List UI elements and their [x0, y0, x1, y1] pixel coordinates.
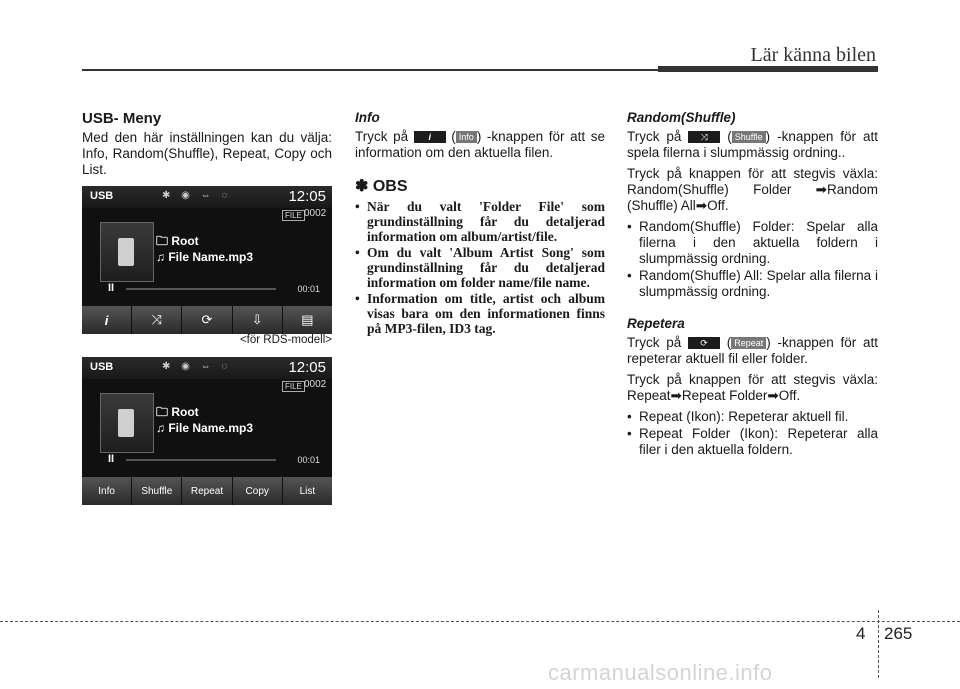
copy-button[interactable]: Copy — [233, 477, 283, 505]
page-header-title: Lär känna bilen — [750, 44, 876, 66]
watermark: carmanualsonline.info — [548, 660, 773, 685]
usb-menu-paragraph: Med den här inställningen kan du välja: Info, Random(Shuffle), Repeat, Copy och List. — [82, 130, 332, 177]
info-icon-button[interactable]: i — [82, 306, 132, 334]
repeat-list — [627, 409, 878, 458]
play-time: 00:01 — [297, 284, 320, 294]
screen-caption: <för RDS-modell> — [239, 334, 332, 346]
shuffle-item-text: Random(Shuffle) Folder: Spelar alla filerna i den aktuella foldern i slumpmässig ordning. — [639, 219, 878, 266]
track-number: 0002 — [304, 208, 327, 219]
shuffle-heading: Random(Shuffle) — [627, 110, 736, 125]
repeat-icon-button[interactable]: ⟳ — [182, 306, 232, 334]
shuffle-step-paragraph: Tryck på knappen för att stegvis växla: Random(Shuffle) Folder ➡Random (Shuffle) All➡Off. — [627, 166, 878, 213]
file-badge: FILE — [282, 381, 305, 392]
repeat-icon: ⟳ — [688, 337, 720, 349]
copy-icon-button[interactable]: ⇩ — [233, 306, 283, 334]
usb-device-icon — [118, 409, 134, 437]
chapter-number: 4 — [856, 624, 866, 643]
info-chip: Info — [456, 131, 477, 143]
file-row: ♫ File Name.mp3 — [156, 250, 254, 264]
shuffle-list — [627, 219, 878, 300]
repeat-chip: Repeat — [731, 337, 766, 349]
obs-item-text: Information om title, artist och album visas bara om den informationen finns på MP3-filen, ID3 tag. — [367, 291, 605, 336]
screen-clock: 12:05 — [288, 188, 326, 205]
list-item: • Random(Shuffle) All: Spelar alla filerna i slumpmässig ordning. — [627, 268, 878, 299]
usb-screen-rds — [82, 186, 332, 334]
shuffle-text-post: ) -knappen för att spela filerna i slumpmässig ordning.. — [627, 129, 878, 160]
progress-bar — [126, 288, 276, 290]
usb-device-icon — [118, 238, 134, 266]
repeat-text-pre: Tryck på — [627, 335, 682, 350]
shuffle-item-text: Random(Shuffle) All: Spelar alla filerna i slumpmässig ordning. — [639, 268, 878, 299]
repeat-text-post: ) -knappen för att repeterar aktuell fil eller folder. — [627, 335, 878, 366]
screen-clock: 12:05 — [288, 359, 326, 376]
pause-icon: II — [108, 282, 115, 294]
list-item: • Random(Shuffle) Folder: Spelar alla filerna i den aktuella foldern i slumpmässig ordning. — [627, 219, 878, 266]
shuffle-paragraph: Tryck på ⤨ ( Shuffle ) -knappen för att spela filerna i slumpmässig ordning.. — [627, 129, 878, 160]
file-row: ♫ File Name.mp3 — [156, 421, 254, 435]
usb-menu-heading: USB- Meny — [82, 110, 162, 127]
list-icon-button[interactable]: ▤ — [283, 306, 332, 334]
status-icons: ✱ ◉ ⇔ ◌ — [162, 190, 232, 201]
list-item: • Information om title, artist och album visas bara om den informationen finns på MP3-filen, ID3 tag. — [355, 291, 605, 336]
info-heading: Info — [355, 110, 380, 125]
repeat-item-text: Repeat Folder (Ikon): Repeterar alla filer i den aktuella foldern. — [639, 426, 878, 457]
shuffle-button[interactable]: Shuffle — [132, 477, 182, 505]
file-badge: FILE — [282, 210, 305, 221]
footer-rule — [0, 621, 960, 622]
folder-name: Root — [171, 405, 199, 419]
repeat-heading: Repetera — [627, 316, 685, 331]
repeat-button[interactable]: Repeat — [182, 477, 232, 505]
footer-separator — [878, 610, 879, 678]
pause-icon: II — [108, 453, 115, 465]
folder-name: Root — [171, 234, 199, 248]
obs-item-text: Om du valt 'Album Artist Song' som grundinställning får du detaljerad information om folder name/file name. — [367, 245, 605, 290]
list-item: • När du valt 'Folder File' som grundinställning får du detaljerad information om album/artist/file. — [355, 199, 605, 244]
list-item: • Repeat (Ikon): Repeterar aktuell fil. — [627, 409, 878, 425]
repeat-step-paragraph: Tryck på knappen för att stegvis växla: Repeat➡Repeat Folder➡Off. — [627, 372, 878, 403]
info-text-pre: Tryck på — [355, 129, 409, 144]
info-text-post: ) -knappen för att se information om den aktuella filen. — [355, 129, 605, 160]
shuffle-icon: ⤨ — [688, 131, 720, 143]
obs-list — [355, 199, 605, 336]
repeat-item-text: Repeat (Ikon): Repeterar aktuell fil. — [639, 409, 849, 424]
info-section — [355, 110, 605, 337]
obs-heading: ✽ OBS — [355, 178, 408, 195]
page-number: 265 — [884, 624, 913, 643]
info-button[interactable]: Info — [82, 477, 132, 505]
track-number: 0002 — [304, 379, 327, 390]
screen-source-label: USB — [90, 190, 114, 202]
screen-button-row — [82, 306, 332, 334]
list-item: • Repeat Folder (Ikon): Repeterar alla filer i den aktuella foldern. — [627, 426, 878, 457]
list-button[interactable]: List — [283, 477, 332, 505]
screen-button-row — [82, 477, 332, 505]
shuffle-icon-button[interactable]: ⤨ — [132, 306, 182, 334]
repeat-paragraph: Tryck på ⟳ ( Repeat ) -knappen för att repeterar aktuell fil eller folder. — [627, 335, 878, 366]
folder-row: 🗀 Root — [156, 405, 199, 419]
obs-item-text: När du valt 'Folder File' som grundinställning får du detaljerad information om album/artist/file. — [367, 199, 605, 244]
usb-screen-standard — [82, 357, 332, 505]
file-name: File Name.mp3 — [168, 250, 254, 264]
shuffle-chip: Shuffle — [732, 131, 766, 143]
file-name: File Name.mp3 — [168, 421, 254, 435]
shuffle-repeat-section — [627, 110, 878, 459]
info-paragraph: Tryck på i ( Info ) -knappen för att se information om den aktuella filen. — [355, 129, 605, 160]
list-item: • Om du valt 'Album Artist Song' som grundinställning får du detaljerad information om folder name/file name. — [355, 245, 605, 290]
status-icons: ✱ ◉ ⇔ ◌ — [162, 361, 232, 372]
play-time: 00:01 — [297, 455, 320, 465]
info-icon: i — [414, 131, 446, 143]
progress-bar — [126, 459, 276, 461]
header-rule-accent — [658, 66, 878, 72]
folder-row: 🗀 Root — [156, 234, 199, 248]
screen-source-label: USB — [90, 361, 114, 373]
shuffle-text-pre: Tryck på — [627, 129, 682, 144]
